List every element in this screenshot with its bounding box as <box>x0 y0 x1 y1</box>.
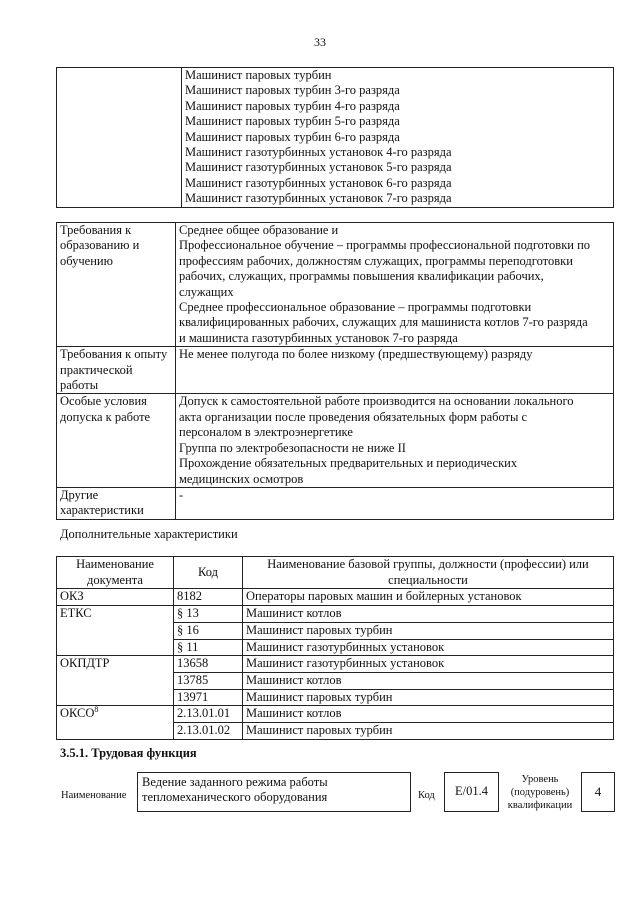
cell-code: 2.13.01.01 <box>174 706 243 723</box>
table-row <box>57 723 614 740</box>
requirement-value-line: медицинских осмотров <box>179 471 304 486</box>
function-code-box: E/01.4 <box>444 772 499 812</box>
header-code: Код <box>174 557 243 589</box>
requirement-row <box>57 223 614 347</box>
cell-code: § 16 <box>174 622 243 639</box>
requirement-value-line: акта организации после проведения обязательных форм работы с <box>179 409 528 424</box>
requirement-value-line: - <box>179 487 184 502</box>
cell-code: 13785 <box>174 672 243 689</box>
requirement-row <box>57 347 614 394</box>
requirement-value-line: Прохождение обязательных предварительных и периодических <box>179 456 518 471</box>
cell-name: Машинист котлов <box>243 706 614 723</box>
header-document <box>57 557 174 589</box>
requirement-label-line: характеристики <box>60 503 144 518</box>
requirement-label <box>57 394 176 487</box>
requirement-label <box>57 223 176 347</box>
requirement-label-line: допуска к работе <box>60 409 151 424</box>
cell-name: Машинист паровых турбин <box>243 622 614 639</box>
table-row <box>57 706 614 723</box>
text-line: Машинист паровых турбин 3-го разряда <box>185 83 400 98</box>
text-line: документа <box>87 572 143 587</box>
table-header-row <box>57 557 614 589</box>
cell-name: Машинист газотурбинных установок <box>243 656 614 673</box>
cell-document <box>57 622 174 639</box>
text-line: Машинист газотурбинных установок 4-го разряда <box>185 145 452 160</box>
cell-code: § 13 <box>174 606 243 623</box>
cell-document <box>57 689 174 706</box>
requirement-label-line: работы <box>60 378 99 393</box>
requirement-value <box>176 347 614 394</box>
cell-name: Машинист паровых турбин <box>243 689 614 706</box>
requirement-label <box>57 347 176 394</box>
requirement-label <box>57 487 176 519</box>
cell-document: ОКСО$^8$ <box>57 706 174 723</box>
table-row <box>57 672 614 689</box>
cell-code: 13658 <box>174 656 243 673</box>
table-row <box>57 589 614 606</box>
requirement-value-line: и машиниста газотурбинных установок 7-го разряда <box>179 330 458 345</box>
text-line: Машинист паровых турбин 6-го разряда <box>185 129 400 144</box>
additional-characteristics-body <box>57 589 614 739</box>
requirement-row <box>57 487 614 519</box>
professions-table <box>56 67 614 208</box>
text-line: (подуровень) <box>510 787 570 798</box>
cell-document: ОКПДТР <box>57 656 174 673</box>
qualification-level-label <box>503 773 577 812</box>
labor-function-title: 3.5.1. Трудовая функция <box>60 746 197 760</box>
requirement-value-line: квалифицированных рабочих, служащих для машиниста котлов 7-го разряда <box>179 315 588 330</box>
header-name <box>243 557 614 589</box>
cell-document <box>57 672 174 689</box>
cell-document <box>57 639 174 656</box>
requirement-label-line: практической <box>60 362 133 377</box>
table-row <box>57 689 614 706</box>
requirement-value-line: Не менее полугода по более низкому (предшествующему) разряду <box>179 347 533 362</box>
text-line: Машинист паровых турбин <box>185 68 332 82</box>
cell-code: 13971 <box>174 689 243 706</box>
cell-code: 2.13.01.02 <box>174 723 243 740</box>
requirement-value-line: рабочих, служащих, программы повышения квалификации рабочих, <box>179 269 544 284</box>
qualification-level-box: 4 <box>581 772 615 812</box>
cell-name: Операторы паровых машин и бойлерных установок <box>243 589 614 606</box>
requirement-value-line: профессиям рабочих, должностям служащих, программы переподготовки <box>179 253 573 268</box>
requirement-value-line: Среднее общее образование и <box>179 223 339 237</box>
requirement-value-line: Группа по электробезопасности не ниже II <box>179 440 406 455</box>
requirement-value-line: Допуск к самостоятельной работе производится на основании локального <box>179 394 574 409</box>
cell-document: ЕТКС <box>57 606 174 623</box>
cell-name: Машинист котлов <box>243 672 614 689</box>
requirement-label-line: Требования к <box>60 223 132 237</box>
function-name-box <box>137 772 411 812</box>
text-line: Уровень <box>521 774 559 785</box>
function-code-label: Код <box>418 790 435 801</box>
table-row <box>57 639 614 656</box>
cell-code: § 11 <box>174 639 243 656</box>
requirement-label-line: обучению <box>60 253 113 268</box>
professions-list <box>182 68 614 208</box>
cell-name: Машинист паровых турбин <box>243 723 614 740</box>
requirement-value-line: служащих <box>179 284 234 299</box>
text-line: Машинист газотурбинных установок 7-го разряда <box>185 191 452 206</box>
requirement-value-line: Профессиональное обучение – программы профессиональной подготовки по <box>179 238 591 253</box>
text-line: тепломеханического оборудования <box>142 790 328 804</box>
table-row <box>57 656 614 673</box>
requirement-value <box>176 394 614 487</box>
text-line: Машинист газотурбинных установок 5-го разряда <box>185 160 452 175</box>
professions-label-cell <box>57 68 182 208</box>
text-line: Наименование <box>76 557 154 571</box>
function-name-label: Наименование <box>61 790 127 801</box>
requirements-body <box>57 223 614 520</box>
page-number: 33 <box>314 35 326 49</box>
requirement-value <box>176 487 614 519</box>
text-line: квалификации <box>507 800 573 811</box>
additional-characteristics-title: Дополнительные характеристики <box>60 527 238 541</box>
requirement-label-line: Требования к опыту <box>60 347 168 362</box>
table-row <box>57 68 614 208</box>
requirement-label-line: Особые условия <box>60 394 147 409</box>
cell-code: 8182 <box>174 589 243 606</box>
text-line: Машинист паровых турбин 5-го разряда <box>185 114 400 129</box>
footnote-mark: 8 <box>94 705 99 715</box>
table-row <box>57 606 614 623</box>
text-line: Машинист паровых турбин 4-го разряда <box>185 98 400 113</box>
table-row <box>57 622 614 639</box>
text-line: Ведение заданного режима работы <box>142 775 328 789</box>
additional-characteristics-table <box>56 556 614 740</box>
cell-name: Машинист котлов <box>243 606 614 623</box>
text-line: Машинист газотурбинных установок 6-го разряда <box>185 175 452 190</box>
text-line: Наименование базовой группы, должности (профессии) или <box>267 557 589 571</box>
requirement-label-line: образованию и <box>60 238 140 253</box>
requirements-table <box>56 222 614 520</box>
text-line: специальности <box>388 572 468 587</box>
requirement-label-line: Другие <box>60 487 99 502</box>
cell-document: ОКЗ <box>57 589 174 606</box>
requirement-value-line: Среднее профессиональное образование – программы подготовки <box>179 300 532 315</box>
requirement-value-line: персоналом в электроэнергетике <box>179 425 353 440</box>
cell-name: Машинист газотурбинных установок <box>243 639 614 656</box>
requirement-row <box>57 394 614 487</box>
cell-document <box>57 723 174 740</box>
requirement-value <box>176 223 614 347</box>
